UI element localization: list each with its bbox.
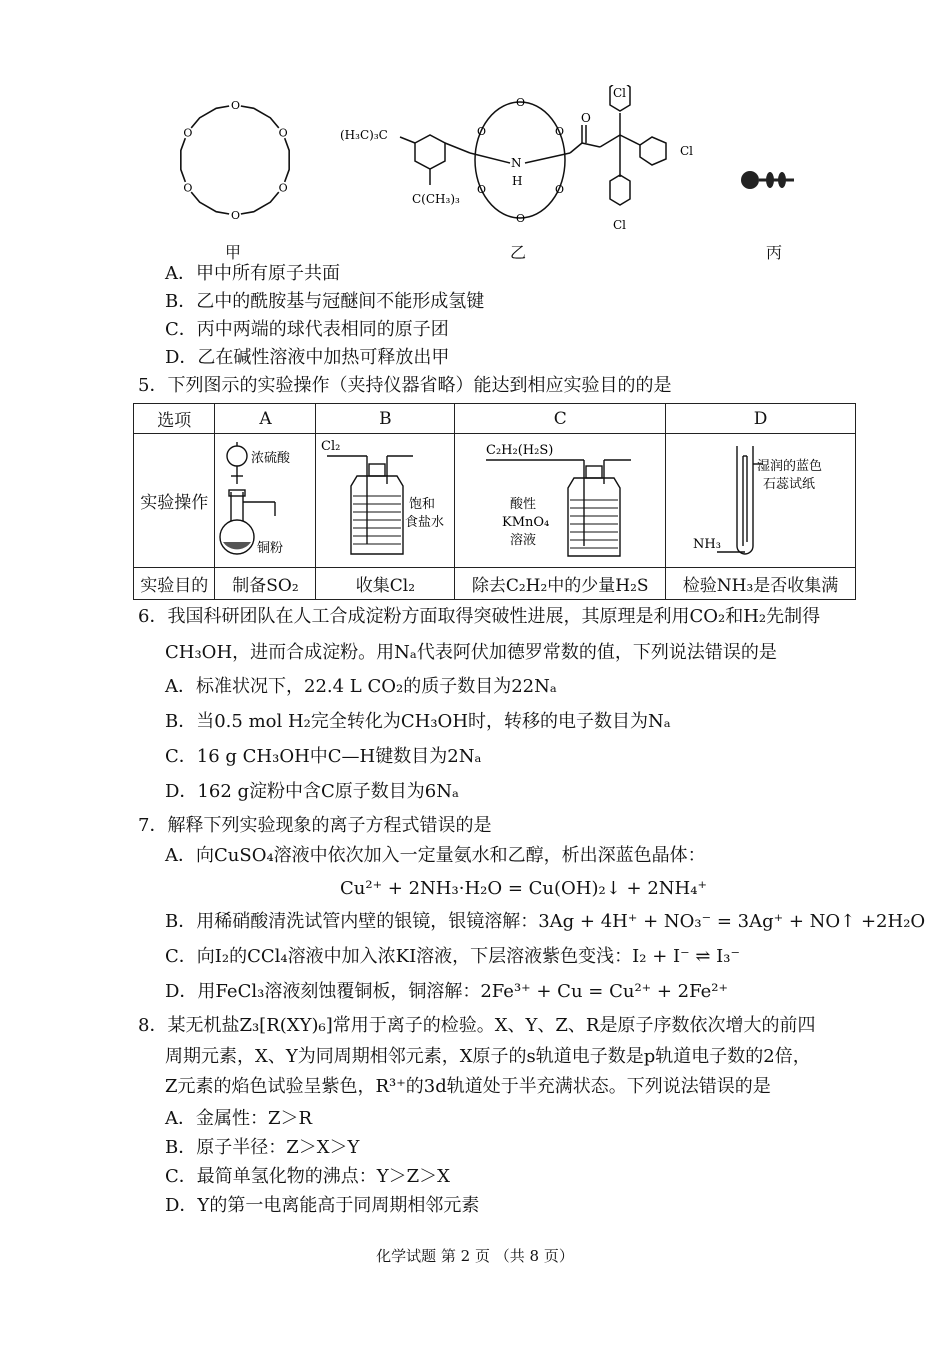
c-label-gas: C₂H₂(H₂S) xyxy=(486,443,554,458)
q4-option-c: C．丙中两端的球代表相同的原子团 xyxy=(165,319,449,340)
q7-option-c: C．向I₂的CCl₄溶液中加入浓KI溶液，下层溶液紫色变浅：I₂ + I⁻ ⇌ I₃⁻ xyxy=(165,946,740,967)
q4-option-d: D．乙在碱性溶液中加热可释放出甲 xyxy=(165,347,450,368)
purpose-d: 检验NH₃是否收集满 xyxy=(666,568,856,600)
yi-o-label: O xyxy=(581,111,591,125)
header-option: 选项 xyxy=(134,404,215,434)
d-label-nh3: NH₃ xyxy=(693,537,721,552)
q8-option-c: C．最简单氢化物的沸点：Y＞Z＞X xyxy=(165,1166,450,1187)
figure-label-yi: 乙 xyxy=(510,243,527,262)
crown-ether-jia-figure xyxy=(170,95,300,225)
figure-label-jia: 甲 xyxy=(225,243,242,262)
yi-n-label: N xyxy=(511,156,522,170)
a-label-acid: 浓硫酸 xyxy=(251,451,291,466)
q8-stem-line2: 周期元素，X、Y为同周期相邻元素，X原子的s轨道电子数是p轨道电子数的2倍， xyxy=(165,1046,811,1067)
apparatus-d-drawing xyxy=(667,434,854,562)
yi-cl-top: Cl xyxy=(613,86,627,100)
header-a: A xyxy=(215,404,316,434)
yi-oxygen-atom-label: O xyxy=(516,212,526,225)
oxygen-atom-label: O xyxy=(183,181,193,195)
crown-ring-bonds xyxy=(181,105,289,215)
b-label-saturated: 饱和 xyxy=(409,497,436,512)
apparatus-d xyxy=(666,434,856,568)
q7-option-a: A．向CuSO₄溶液中依次加入一定量氨水和乙醇，析出深蓝色晶体： xyxy=(165,845,706,866)
q5-experiment-table xyxy=(133,403,856,600)
yi-cl-right: Cl xyxy=(680,144,694,158)
yi-oxygen-atom-label: O xyxy=(516,96,526,109)
q7-option-d: D．用FeCl₃溶液刻蚀覆铜板，铜溶解：2Fe³⁺ + Cu = Cu²⁺ + 2Fe²⁺ xyxy=(165,981,729,1002)
yi-oxygen-atom-label: O xyxy=(477,125,487,138)
a-label-copper: 铜粉 xyxy=(257,541,284,556)
c-label-solution: 溶液 xyxy=(510,533,537,548)
yi-h-label: H xyxy=(512,174,523,188)
q4-option-a: A．甲中所有原子共面 xyxy=(165,263,340,284)
yi-cl-bottom: Cl xyxy=(613,218,627,232)
q8-stem-line1: 8．某无机盐Z₃[R(XY)₆]常用于离子的检验。X、Y、Z、R是原子序数依次增大的前四 xyxy=(138,1015,816,1036)
q4-option-b: B．乙中的酰胺基与冠醚间不能形成氢键 xyxy=(165,291,485,312)
q7-option-a-equation: Cu²⁺ + 2NH₃·H₂O = Cu(OH)₂↓ + 2NH₄⁺ xyxy=(340,878,707,899)
q6-stem-line2: CH₃OH，进而合成淀粉。用Nₐ代表阿伏加德罗常数的值，下列说法错误的是 xyxy=(165,642,777,663)
q7-option-b: B．用稀硝酸清洗试管内壁的银镜，银镜溶解：3Ag + 4H⁺ + NO₃⁻ = 3Ag⁺ + NO↑ +2H₂O xyxy=(165,911,926,932)
purpose-b: 收集Cl₂ xyxy=(316,568,455,600)
apparatus-b xyxy=(316,434,455,568)
q8-option-a: A．金属性：Z＞R xyxy=(165,1108,313,1129)
rotaxane-yi-figure xyxy=(330,85,710,235)
oxygen-atom-label: O xyxy=(231,99,241,112)
ball-stick-bing-figure xyxy=(738,165,818,195)
q6-option-a: A．标准状况下，22.4 L CO₂的质子数目为22Nₐ xyxy=(165,676,557,697)
q5-stem: 5．下列图示的实验操作（夹持仪器省略）能达到相应实验目的的是 xyxy=(138,375,672,396)
figure-label-bing: 丙 xyxy=(766,243,783,262)
yi-oxygen-atom-label: O xyxy=(477,183,487,196)
oxygen-atom-label: O xyxy=(183,126,193,140)
oxygen-atom-label: O xyxy=(278,181,288,195)
purpose-c: 除去C₂H₂中的少量H₂S xyxy=(455,568,666,600)
header-d: D xyxy=(666,404,856,434)
q6-option-b: B．当0.5 mol H₂完全转化为CH₃OH时，转移的电子数目为Nₐ xyxy=(165,711,671,732)
yi-oxygen-atom-label: O xyxy=(554,183,565,196)
apparatus-c-drawing xyxy=(456,434,664,562)
q8-stem-line3: Z元素的焰色试验呈紫色，R³⁺的3d轨道处于半充满状态。下列说法错误的是 xyxy=(165,1076,771,1097)
apparatus-a-drawing xyxy=(215,434,315,562)
q6-option-c: C．16 g CH₃OH中C—H键数目为2Nₐ xyxy=(165,746,482,767)
page-footer: 化学试题 第 2 页 （共 8 页） xyxy=(376,1247,574,1265)
header-c: C xyxy=(455,404,666,434)
header-b: B xyxy=(316,404,455,434)
q6-stem-line1: 6．我国科研团队在人工合成淀粉方面取得突破性进展，其原理是利用CO₂和H₂先制得 xyxy=(138,606,821,627)
b-label-cl2: Cl₂ xyxy=(321,439,341,454)
yi-oxygen-atom-label: O xyxy=(554,125,565,138)
yi-tbu-bottom-label: C(CH₃)₃ xyxy=(412,192,460,206)
c-label-acidic: 酸性 xyxy=(510,497,537,512)
q7-stem: 7．解释下列实验现象的离子方程式错误的是 xyxy=(138,815,492,836)
q8-option-d: D．Y的第一电离能高于同周期相邻元素 xyxy=(165,1195,480,1216)
purpose-a: 制备SO₂ xyxy=(215,568,316,600)
oxygen-atom-label: O xyxy=(231,209,241,222)
row-label-purpose: 实验目的 xyxy=(134,568,215,600)
apparatus-b-drawing xyxy=(317,434,453,562)
b-label-brine: 食盐水 xyxy=(405,515,445,530)
d-label-litmus2: 石蕊试纸 xyxy=(763,477,816,492)
apparatus-c xyxy=(455,434,666,568)
apparatus-a xyxy=(215,434,316,568)
oxygen-atom-label: O xyxy=(278,126,288,140)
q8-option-b: B．原子半径：Z＞X＞Y xyxy=(165,1137,360,1158)
yi-tbu-top-label: (H₃C)₃C xyxy=(340,128,388,142)
row-label-operation: 实验操作 xyxy=(134,434,215,568)
c-label-kmno4: KMnO₄ xyxy=(502,515,550,530)
d-label-litmus1: 湿润的蓝色 xyxy=(757,459,823,474)
q6-option-d: D．162 g淀粉中含C原子数目为6Nₐ xyxy=(165,781,459,802)
